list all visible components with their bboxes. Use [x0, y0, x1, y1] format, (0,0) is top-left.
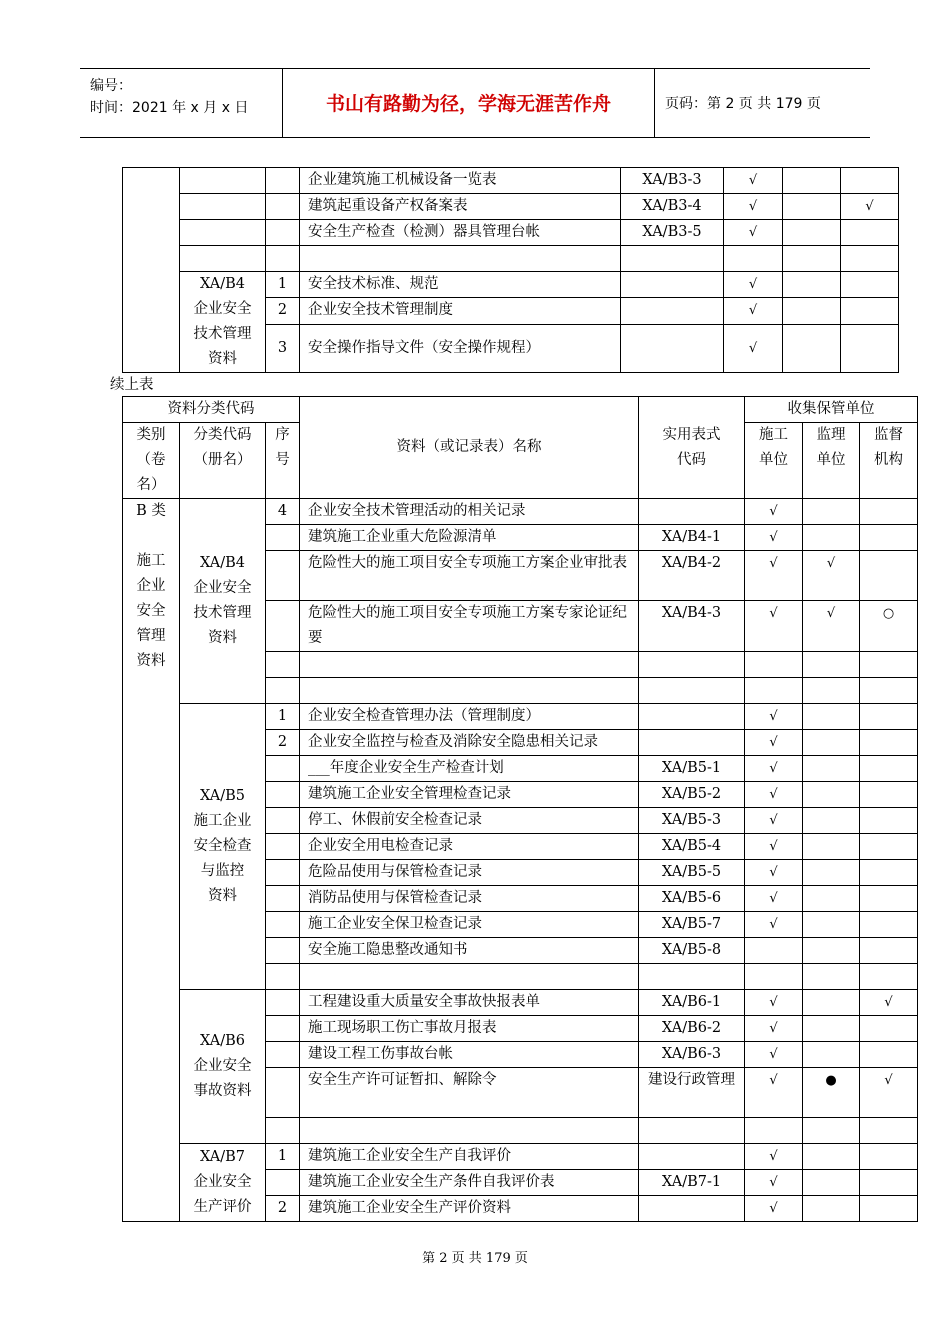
row-seq: 1 [266, 704, 300, 730]
row-unit-construction: √ [745, 704, 803, 730]
row-unit-regulator [860, 525, 918, 551]
row-seq: 1 [266, 272, 300, 298]
row-seq [266, 194, 300, 220]
row-record-name: 安全生产许可证暂扣、解除令 [300, 1068, 639, 1118]
table-row [123, 990, 918, 1016]
row-seq [266, 1016, 300, 1042]
row-unit-supervision [803, 834, 860, 860]
row-unit-regulator [860, 1042, 918, 1068]
row-record-name [300, 678, 639, 704]
header-form-code: 实用表式代码 [639, 397, 745, 499]
row-unit-construction: √ [724, 272, 783, 298]
row-unit-regulator: ○ [860, 601, 918, 652]
row-unit-construction: √ [745, 499, 803, 525]
document-time: 时间：2021 年 x 月 x 日 [90, 100, 249, 116]
table-row [123, 499, 918, 525]
row-seq [266, 886, 300, 912]
row-unit-construction: √ [745, 756, 803, 782]
records-table-part1 [122, 167, 899, 373]
row-form-code: XA/B5-2 [639, 782, 745, 808]
row-record-name: 施工现场职工伤亡事故月报表 [300, 1016, 639, 1042]
row-form-code: XA/B5-4 [639, 834, 745, 860]
row-record-name: ___年度企业安全生产检查计划 [300, 756, 639, 782]
header-unit-regulator: 监督机构 [860, 423, 918, 499]
row-unit-construction: √ [724, 168, 783, 194]
row-seq [266, 1170, 300, 1196]
row-record-name: 危险性大的施工项目安全专项施工方案专家论证纪要 [300, 601, 639, 652]
row-sub-code: XA/B4 企业安全 技术管理 资料 [180, 272, 266, 373]
row-form-code: XA/B4-3 [639, 601, 745, 652]
row-seq: 2 [266, 1196, 300, 1222]
row-seq [266, 860, 300, 886]
row-record-name: 建筑起重设备产权备案表 [300, 194, 621, 220]
row-seq [266, 1042, 300, 1068]
row-unit-construction: √ [745, 860, 803, 886]
row-unit-supervision [803, 990, 860, 1016]
row-record-name: 企业安全用电检查记录 [300, 834, 639, 860]
row-unit-construction [745, 1118, 803, 1144]
row-unit-construction: √ [745, 912, 803, 938]
row-unit-supervision [803, 1144, 860, 1170]
row-sub-code: XA/B6 企业安全 事故资料 [180, 990, 266, 1144]
row-form-code: XA/B5-8 [639, 938, 745, 964]
row-unit-regulator: √ [860, 1068, 918, 1118]
row-unit-regulator [860, 808, 918, 834]
row-unit-supervision [803, 1118, 860, 1144]
row-unit-regulator [860, 964, 918, 990]
table-row [123, 168, 899, 194]
row-unit-supervision [803, 860, 860, 886]
row-unit-regulator [860, 912, 918, 938]
row-form-code [639, 1118, 745, 1144]
row-unit-regulator [860, 834, 918, 860]
row-record-name: 危险品使用与保管检查记录 [300, 860, 639, 886]
row-unit-construction: √ [745, 1068, 803, 1118]
row-unit-regulator [860, 499, 918, 525]
header-record-name: 资料（或记录表）名称 [300, 397, 639, 499]
header-sub-code: 分类代码（册名） [180, 423, 266, 499]
row-unit-supervision [803, 1016, 860, 1042]
row-form-code [639, 704, 745, 730]
continued-label: 续上表 [110, 377, 154, 393]
row-sub-code: XA/B5 施工企业 安全检查 与监控 资料 [180, 704, 266, 990]
row-unit-supervision [783, 246, 841, 272]
header-seq: 序号 [266, 423, 300, 499]
row-unit-regulator [860, 1016, 918, 1042]
row-sub-code [180, 220, 266, 246]
row-form-code: 建设行政管理 [639, 1068, 745, 1118]
row-form-code: XA/B6-2 [639, 1016, 745, 1042]
row-unit-supervision: √ [803, 551, 860, 601]
row-unit-construction: √ [745, 525, 803, 551]
row-unit-construction: √ [745, 990, 803, 1016]
row-unit-construction: √ [745, 1170, 803, 1196]
row-unit-construction [724, 246, 783, 272]
row-unit-construction: √ [724, 324, 783, 373]
table-row [123, 220, 899, 246]
row-unit-regulator [860, 860, 918, 886]
row-record-name: 安全技术标准、规范 [300, 272, 621, 298]
row-sub-code: XA/B7 企业安全 生产评价 [180, 1144, 266, 1222]
header-unit-construction: 施工单位 [745, 423, 803, 499]
row-unit-construction: √ [724, 194, 783, 220]
row-category: B 类 施工 企业 安全 管理 资料 [123, 499, 180, 1222]
row-seq [266, 678, 300, 704]
header-meta [90, 75, 248, 119]
row-unit-construction: √ [724, 298, 783, 324]
row-form-code: XA/B6-3 [639, 1042, 745, 1068]
table-row [123, 272, 899, 298]
row-seq [266, 220, 300, 246]
row-record-name: 建筑施工企业重大危险源清单 [300, 525, 639, 551]
row-unit-supervision [803, 678, 860, 704]
row-record-name: 企业安全监控与检查及消除安全隐患相关记录 [300, 730, 639, 756]
row-record-name: 安全生产检查（检测）器具管理台帐 [300, 220, 621, 246]
row-record-name: 施工企业安全保卫检查记录 [300, 912, 639, 938]
row-unit-regulator: √ [841, 194, 899, 220]
row-form-code: XA/B4-2 [639, 551, 745, 601]
row-seq [266, 652, 300, 678]
row-unit-regulator [841, 298, 899, 324]
row-seq [266, 1068, 300, 1118]
row-form-code [639, 730, 745, 756]
row-unit-supervision [783, 220, 841, 246]
row-unit-regulator [860, 938, 918, 964]
row-unit-regulator [860, 551, 918, 601]
row-seq [266, 551, 300, 601]
row-unit-regulator [841, 220, 899, 246]
header-divider [654, 69, 655, 137]
row-unit-regulator [860, 652, 918, 678]
row-unit-supervision [783, 298, 841, 324]
row-form-code [621, 272, 724, 298]
row-record-name: 企业安全技术管理制度 [300, 298, 621, 324]
row-unit-construction: √ [745, 1016, 803, 1042]
row-seq: 1 [266, 1144, 300, 1170]
row-unit-supervision [803, 525, 860, 551]
table-row [123, 704, 918, 730]
row-unit-supervision [803, 964, 860, 990]
header-category: 类别（卷名） [123, 423, 180, 499]
page-footer: 第 2 页 共 179 页 [422, 1251, 528, 1266]
row-unit-supervision: ● [803, 1068, 860, 1118]
row-seq: 4 [266, 499, 300, 525]
row-unit-supervision [803, 938, 860, 964]
row-seq [266, 756, 300, 782]
header-collect-unit: 收集保管单位 [745, 397, 918, 423]
row-form-code [639, 1144, 745, 1170]
row-record-name [300, 652, 639, 678]
records-table-part2 [122, 396, 918, 1222]
row-unit-construction: √ [745, 1042, 803, 1068]
header-unit-supervision: 监理单位 [803, 423, 860, 499]
row-unit-construction: √ [745, 601, 803, 652]
row-sub-code [180, 194, 266, 220]
table-row [123, 246, 899, 272]
page-header [80, 68, 870, 138]
row-unit-regulator [860, 1170, 918, 1196]
row-record-name: 危险性大的施工项目安全专项施工方案企业审批表 [300, 551, 639, 601]
row-record-name: 建筑施工企业安全管理检查记录 [300, 782, 639, 808]
row-seq [266, 168, 300, 194]
row-unit-supervision [803, 652, 860, 678]
row-unit-supervision [803, 1042, 860, 1068]
row-form-code [621, 246, 724, 272]
row-unit-supervision [783, 272, 841, 298]
row-unit-regulator [860, 1196, 918, 1222]
row-form-code [639, 678, 745, 704]
row-unit-regulator [860, 678, 918, 704]
row-unit-supervision [803, 912, 860, 938]
row-record-name: 企业安全技术管理活动的相关记录 [300, 499, 639, 525]
row-unit-construction: √ [745, 782, 803, 808]
row-form-code [639, 964, 745, 990]
row-unit-regulator [860, 704, 918, 730]
row-record-name: 建筑施工企业安全生产条件自我评价表 [300, 1170, 639, 1196]
row-seq [266, 808, 300, 834]
row-form-code [621, 324, 724, 373]
row-form-code: XA/B5-1 [639, 756, 745, 782]
row-seq: 2 [266, 298, 300, 324]
row-unit-regulator [841, 324, 899, 373]
row-unit-supervision [803, 730, 860, 756]
row-unit-regulator [860, 1144, 918, 1170]
row-form-code: XA/B5-3 [639, 808, 745, 834]
row-seq [266, 834, 300, 860]
row-seq [266, 990, 300, 1016]
row-unit-construction [745, 678, 803, 704]
row-record-name: 停工、休假前安全检查记录 [300, 808, 639, 834]
header-motto: 书山有路勤为径，学海无涯苦作舟 [325, 93, 611, 115]
row-unit-regulator [841, 246, 899, 272]
row-category [123, 168, 180, 373]
row-form-code: XA/B7-1 [639, 1170, 745, 1196]
row-record-name [300, 246, 621, 272]
document-number-label: 编号： [90, 78, 132, 94]
row-unit-supervision [783, 168, 841, 194]
row-seq: 2 [266, 730, 300, 756]
row-unit-supervision [803, 808, 860, 834]
row-unit-construction [745, 964, 803, 990]
row-unit-construction: √ [745, 808, 803, 834]
row-unit-regulator [841, 168, 899, 194]
row-unit-regulator [860, 756, 918, 782]
row-form-code: XA/B6-1 [639, 990, 745, 1016]
row-record-name: 企业安全检查管理办法（管理制度） [300, 704, 639, 730]
row-unit-supervision [803, 1196, 860, 1222]
row-unit-supervision: √ [803, 601, 860, 652]
row-seq [266, 964, 300, 990]
row-unit-construction: √ [745, 886, 803, 912]
row-form-code [621, 298, 724, 324]
row-record-name: 企业建筑施工机械设备一览表 [300, 168, 621, 194]
table-row [123, 194, 899, 220]
header-class-code: 资料分类代码 [123, 397, 300, 423]
row-unit-regulator: √ [860, 990, 918, 1016]
row-form-code: XA/B5-6 [639, 886, 745, 912]
row-record-name: 消防品使用与保管检查记录 [300, 886, 639, 912]
row-unit-construction [745, 652, 803, 678]
row-seq [266, 246, 300, 272]
row-unit-construction: √ [745, 551, 803, 601]
row-form-code: XA/B3-5 [621, 220, 724, 246]
row-unit-supervision [803, 1170, 860, 1196]
row-unit-supervision [803, 782, 860, 808]
row-record-name [300, 964, 639, 990]
row-record-name: 安全施工隐患整改通知书 [300, 938, 639, 964]
row-unit-construction [745, 938, 803, 964]
row-seq [266, 601, 300, 652]
row-record-name: 建设工程工伤事故台帐 [300, 1042, 639, 1068]
row-form-code: XA/B3-4 [621, 194, 724, 220]
row-sub-code [180, 168, 266, 194]
row-form-code [639, 1196, 745, 1222]
row-unit-supervision [803, 704, 860, 730]
row-record-name: 安全操作指导文件（安全操作规程） [300, 324, 621, 373]
row-form-code [639, 499, 745, 525]
row-seq: 3 [266, 324, 300, 373]
row-unit-regulator [860, 730, 918, 756]
row-unit-regulator [860, 782, 918, 808]
row-unit-supervision [783, 194, 841, 220]
row-record-name [300, 1118, 639, 1144]
row-unit-construction: √ [745, 1196, 803, 1222]
row-unit-regulator [841, 272, 899, 298]
table-row [123, 1144, 918, 1170]
row-form-code [639, 652, 745, 678]
row-unit-supervision [803, 756, 860, 782]
row-record-name: 建筑施工企业安全生产评价资料 [300, 1196, 639, 1222]
row-form-code: XA/B3-3 [621, 168, 724, 194]
row-unit-supervision [803, 886, 860, 912]
row-form-code: XA/B5-7 [639, 912, 745, 938]
row-unit-regulator [860, 1118, 918, 1144]
row-unit-construction: √ [745, 1144, 803, 1170]
row-form-code: XA/B4-1 [639, 525, 745, 551]
row-unit-supervision [783, 324, 841, 373]
row-record-name: 工程建设重大质量安全事故快报表单 [300, 990, 639, 1016]
row-record-name: 建筑施工企业安全生产自我评价 [300, 1144, 639, 1170]
row-seq [266, 525, 300, 551]
row-seq [266, 938, 300, 964]
row-unit-supervision [803, 499, 860, 525]
row-sub-code [180, 246, 266, 272]
row-unit-regulator [860, 886, 918, 912]
row-seq [266, 782, 300, 808]
row-seq [266, 912, 300, 938]
row-form-code: XA/B5-5 [639, 860, 745, 886]
row-sub-code: XA/B4 企业安全 技术管理 资料 [180, 499, 266, 704]
row-seq [266, 1118, 300, 1144]
row-unit-construction: √ [745, 730, 803, 756]
header-page-info: 页码：第 2 页 共 179 页 [665, 96, 821, 112]
row-unit-construction: √ [745, 834, 803, 860]
row-unit-construction: √ [724, 220, 783, 246]
